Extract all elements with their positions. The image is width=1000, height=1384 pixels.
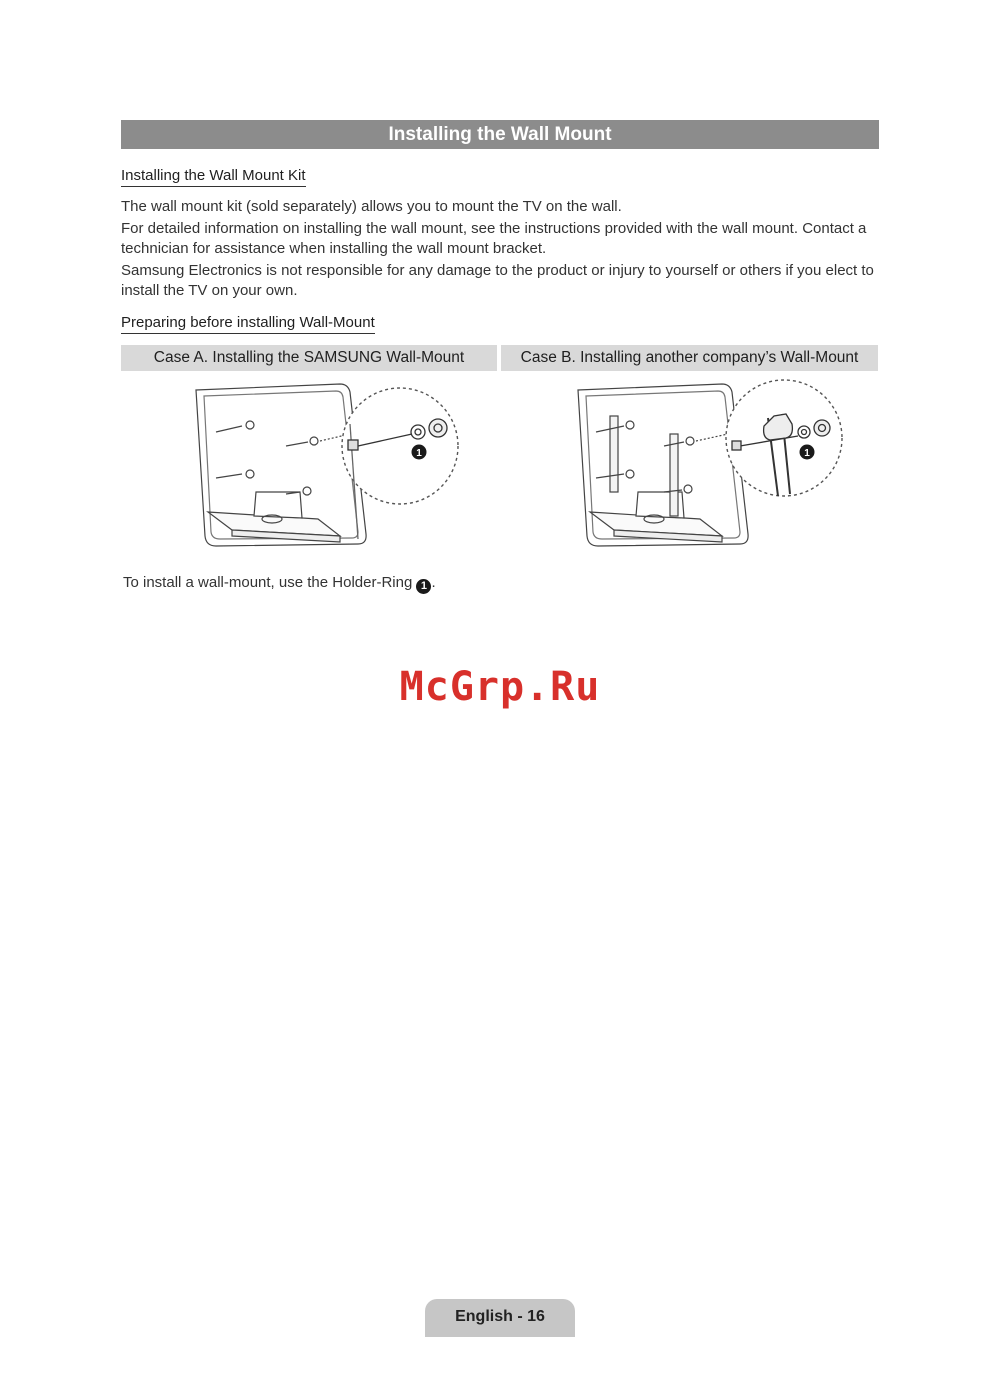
case-a-heading: Case A. Installing the SAMSUNG Wall-Mount [121,345,497,371]
paragraph-disclaimer: Samsung Electronics is not responsible for any damage to the product or injury to yourself or others if you elect to install the TV on your own. [121,262,874,299]
section-heading-wall-mount-kit: Installing the Wall Mount Kit [121,167,306,187]
case-b-tv-illustration [572,374,852,564]
case-a-tv-illustration [190,374,470,564]
callout-number-a: 1 [416,448,422,459]
page-number-tab: English - 16 [425,1299,575,1337]
page-title: Installing the Wall Mount [121,120,879,149]
case-b-heading: Case B. Installing another company’s Wall-Mount [501,345,878,371]
holder-ring-note [123,574,436,594]
callout-number-note: 1 [416,579,431,594]
paragraph-intro: The wall mount kit (sold separately) allows you to mount the TV on the wall. [121,198,622,215]
holder-ring-note-text: To install a wall-mount, use the Holder-Ring [123,574,413,591]
callout-number-b: 1 [804,448,810,459]
paragraph-detailed-info: For detailed information on installing the wall mount, see the instructions provided with the wall mount. Contact a technician for assistance when installing the wall mount bracket. [121,220,867,257]
holder-ring-note-end: . [431,574,436,591]
watermark-logo: McGrp.Ru [399,664,601,710]
section-heading-preparing: Preparing before installing Wall-Mount [121,314,375,334]
